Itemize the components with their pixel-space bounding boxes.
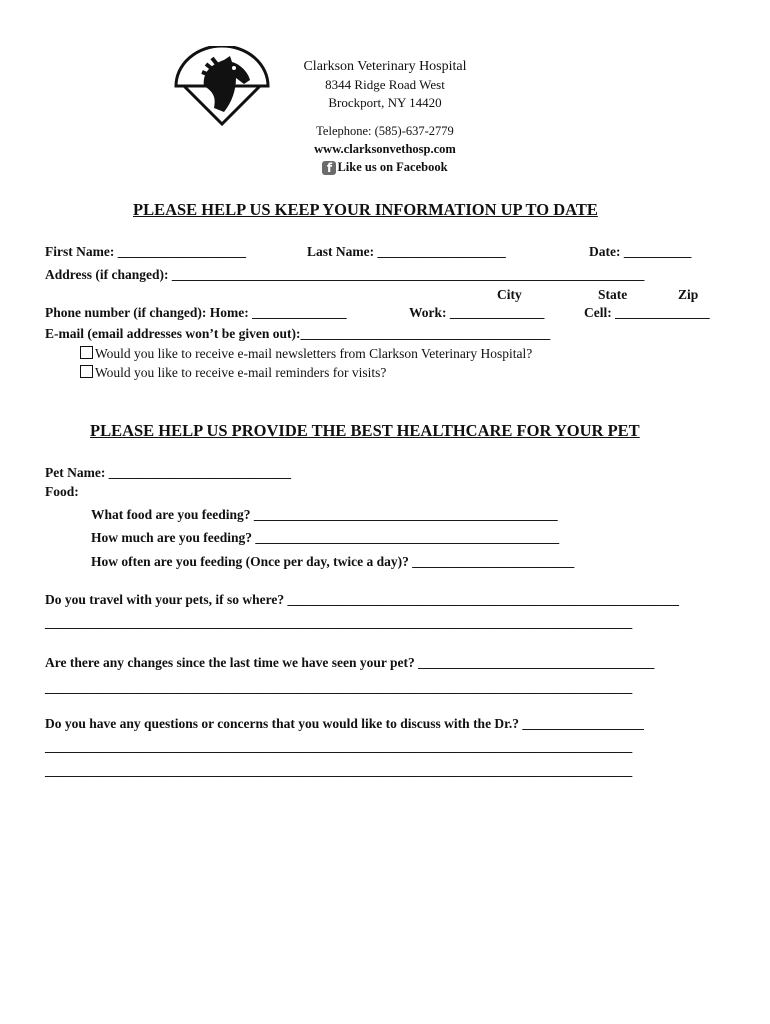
newsletter-option xyxy=(80,346,532,362)
address-field[interactable]: Address (if changed): ______________________________________________________________________ xyxy=(45,267,645,282)
newsletter-label: Would you like to receive e-mail newsletters from Clarkson Veterinary Hospital? xyxy=(95,346,533,361)
reminders-checkbox[interactable] xyxy=(80,365,93,378)
food-label: Food: xyxy=(45,484,79,499)
date-field[interactable]: Date: __________ xyxy=(589,244,692,259)
section1-title: PLEASE HELP US KEEP YOUR INFORMATION UP TO DATE xyxy=(133,200,598,219)
hospital-website[interactable]: www.clarksonvethosp.com xyxy=(314,142,456,156)
changes-line-2[interactable]: _______________________________________________________________________________________ xyxy=(45,680,633,695)
hospital-telephone: Telephone: (585)-637-2779 xyxy=(316,124,454,138)
questions-line-3[interactable]: _______________________________________________________________________________________ xyxy=(45,763,633,778)
food-often-field[interactable]: How often are you feeding (Once per day, twice a day)? ________________________ xyxy=(91,554,575,569)
travel-field[interactable]: Do you travel with your pets, if so where? __________________________________________________________ xyxy=(45,592,679,607)
last-name-field[interactable]: Last Name: ___________________ xyxy=(307,244,506,259)
hospital-logo xyxy=(174,46,270,126)
hospital-street: 8344 Ridge Road West xyxy=(325,77,445,92)
hospital-name: Clarkson Veterinary Hospital xyxy=(303,59,467,74)
work-phone-field[interactable]: Work: ______________ xyxy=(409,305,545,320)
reminders-label: Would you like to receive e-mail reminders for visits? xyxy=(95,365,387,380)
questions-field[interactable]: Do you have any questions or concerns that you would like to discuss with the Dr.? __________________ xyxy=(45,716,644,731)
food-what-field[interactable]: What food are you feeding? _____________________________________________ xyxy=(91,507,558,522)
zip-label: Zip xyxy=(678,287,699,302)
cell-phone-field[interactable]: Cell: ______________ xyxy=(584,305,710,320)
facebook-link[interactable] xyxy=(280,160,490,175)
city-label: City xyxy=(497,287,522,302)
changes-field[interactable]: Are there any changes since the last time we have seen your pet? ___________________________________ xyxy=(45,655,655,670)
food-much-field[interactable]: How much are you feeding? _____________________________________________ xyxy=(91,530,560,545)
facebook-label: Like us on Facebook xyxy=(337,160,448,174)
section2-title: PLEASE HELP US PROVIDE THE BEST HEALTHCARE FOR YOUR PET xyxy=(90,421,640,440)
state-label: State xyxy=(598,287,628,302)
hospital-city: Brockport, NY 14420 xyxy=(328,95,442,110)
first-name-field[interactable]: First Name: ___________________ xyxy=(45,244,246,259)
pet-name-field[interactable]: Pet Name: ___________________________ xyxy=(45,465,291,480)
travel-line-2[interactable]: _______________________________________________________________________________________ xyxy=(45,615,633,630)
questions-line-2[interactable]: _______________________________________________________________________________________ xyxy=(45,739,633,754)
reminders-option xyxy=(80,365,386,381)
facebook-icon: f xyxy=(322,161,336,175)
newsletter-checkbox[interactable] xyxy=(80,346,93,359)
home-phone-field[interactable]: Phone number (if changed): Home: ______________ xyxy=(45,305,347,320)
email-field[interactable]: E-mail (email addresses won’t be given out):_____________________________________ xyxy=(45,326,551,341)
